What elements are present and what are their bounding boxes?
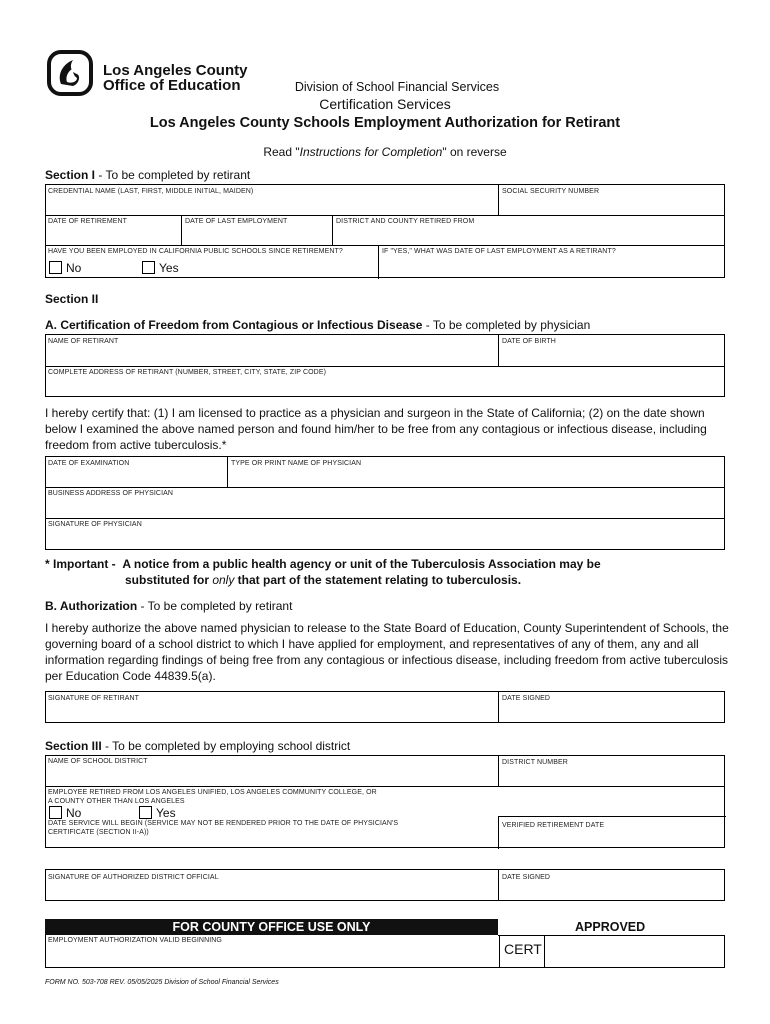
division-name: Division of School Financial Services — [294, 80, 500, 94]
approved-label: APPROVED — [575, 920, 646, 934]
section2-heading: Section II — [45, 292, 99, 306]
checkbox-icon — [142, 261, 155, 274]
service-begin-line1[interactable]: DATE SERVICE WILL BEGIN (SERVICE MAY NOT BE RENDERED PRIOR TO THE DATE OF PHYSICIAN'S — [48, 820, 399, 827]
read-instructions: Read "Instructions for Completion" on reverse — [263, 145, 507, 159]
signature-retirant-field[interactable]: SIGNATURE OF RETIRANT — [48, 695, 140, 702]
cert-label: CERT — [504, 941, 542, 957]
county-use-bar: FOR COUNTY OFFICE USE ONLY — [45, 919, 498, 935]
date-retirement-field[interactable]: DATE OF RETIREMENT — [48, 218, 128, 225]
signature-official-field[interactable]: SIGNATURE OF AUTHORIZED DISTRICT OFFICIAL — [48, 874, 219, 881]
checkbox-icon — [49, 806, 62, 819]
retired-no-checkbox[interactable]: No — [49, 806, 81, 820]
date-last-employment-field[interactable]: DATE OF LAST EMPLOYMENT — [185, 218, 288, 225]
business-address-field[interactable]: BUSINESS ADDRESS OF PHYSICIAN — [48, 490, 174, 497]
employee-retired-line1: EMPLOYEE RETIRED FROM LOS ANGELES UNIFIED, LOS ANGELES COMMUNITY COLLEGE, OR — [48, 789, 377, 796]
section2b-heading: B. Authorization - To be completed by retirant — [45, 599, 293, 613]
physician-box — [45, 456, 725, 550]
signature-physician-field[interactable]: SIGNATURE OF PHYSICIAN — [48, 521, 142, 528]
logo-text — [103, 63, 247, 93]
section3-heading: Section III - To be completed by employing school district — [45, 739, 351, 753]
official-date-signed-field[interactable]: DATE SIGNED — [502, 874, 551, 881]
address-field[interactable]: COMPLETE ADDRESS OF RETIRANT (NUMBER, STREET, CITY, STATE, ZIP CODE) — [48, 369, 327, 376]
section1-box — [45, 184, 725, 278]
credential-name-field[interactable]: CREDENTIAL NAME (LAST, FIRST, MIDDLE INITIAL, MAIDEN) — [48, 188, 254, 195]
employee-retired-line2: A COUNTY OTHER THAN LOS ANGELES — [48, 798, 185, 805]
district-retired-field[interactable]: DISTRICT AND COUNTY RETIRED FROM — [336, 218, 475, 225]
form-number: FORM NO. 503-708 REV. 05/05/2025 Division of School Financial Services — [45, 979, 279, 986]
logo-line2: Office of Education — [103, 77, 241, 94]
employed-yes-checkbox[interactable]: Yes — [142, 261, 179, 275]
service-begin-line2: CERTIFICATE (SECTION II-A)) — [48, 829, 149, 836]
retired-yes-checkbox[interactable]: Yes — [139, 806, 176, 820]
retirant-date-signed-field[interactable]: DATE SIGNED — [502, 695, 551, 702]
physician-name-field[interactable]: TYPE OR PRINT NAME OF PHYSICIAN — [231, 460, 362, 467]
employed-no-checkbox[interactable]: No — [49, 261, 81, 275]
dob-field[interactable]: DATE OF BIRTH — [502, 338, 556, 345]
district-number-field[interactable]: DISTRICT NUMBER — [502, 759, 568, 766]
authorize-paragraph: I hereby authorize the above named physician to release to the State Board of Education, County Superintendent of Schools, the governing board of a school district to which I have applied for employment, and representatives of any of them, any and all information regarding findings of being free from any contagious or infectious disease, including freedom from active tuberculosis per Education Code 44839.5(a). — [45, 621, 729, 683]
important-note: * Important - A notice from a public health agency or unit of the Tuberculosis Association may be substituted for only that part of the statement relating to tuberculosis. — [45, 557, 601, 587]
checkbox-icon — [49, 261, 62, 274]
official-signature-box — [45, 869, 725, 901]
retirant-signature-box — [45, 691, 725, 723]
employed-question: HAVE YOU BEEN EMPLOYED IN CALIFORNIA PUBLIC SCHOOLS SINCE RETIREMENT? — [48, 248, 343, 255]
if-yes-date-field[interactable]: IF "YES," WHAT WAS DATE OF LAST EMPLOYMENT AS A RETIRANT? — [382, 248, 616, 255]
name-retirant-field[interactable]: NAME OF RETIRANT — [48, 338, 119, 345]
checkbox-icon — [139, 806, 152, 819]
verified-retirement-field[interactable]: VERIFIED RETIREMENT DATE — [502, 822, 605, 829]
section1-heading: Section I - To be completed by retirant — [45, 168, 251, 182]
county-box — [45, 935, 725, 968]
date-exam-field[interactable]: DATE OF EXAMINATION — [48, 460, 130, 467]
retirant-info-box — [45, 334, 725, 397]
subtitle: Certification Services — [319, 96, 451, 112]
section2a-heading: A. Certification of Freedom from Contagious or Infectious Disease - To be completed by physician — [45, 318, 591, 332]
page-title: Los Angeles County Schools Employment Authorization for Retirant — [149, 115, 621, 131]
ssn-field[interactable]: SOCIAL SECURITY NUMBER — [502, 188, 600, 195]
district-box — [45, 755, 725, 848]
lacoe-logo — [47, 50, 93, 96]
valid-beginning-field[interactable]: EMPLOYMENT AUTHORIZATION VALID BEGINNING — [48, 937, 222, 944]
logo-line1: Los Angeles County — [103, 62, 248, 79]
school-district-field[interactable]: NAME OF SCHOOL DISTRICT — [48, 758, 148, 765]
certify-paragraph: I hereby certify that: (1) I am licensed to practice as a physician and surgeon in the State of California; (2) on the date shown below I examined the above named person and found him/her to be free from any contagious or infectious disease, including freedom from active tuberculosis.* — [45, 406, 707, 452]
